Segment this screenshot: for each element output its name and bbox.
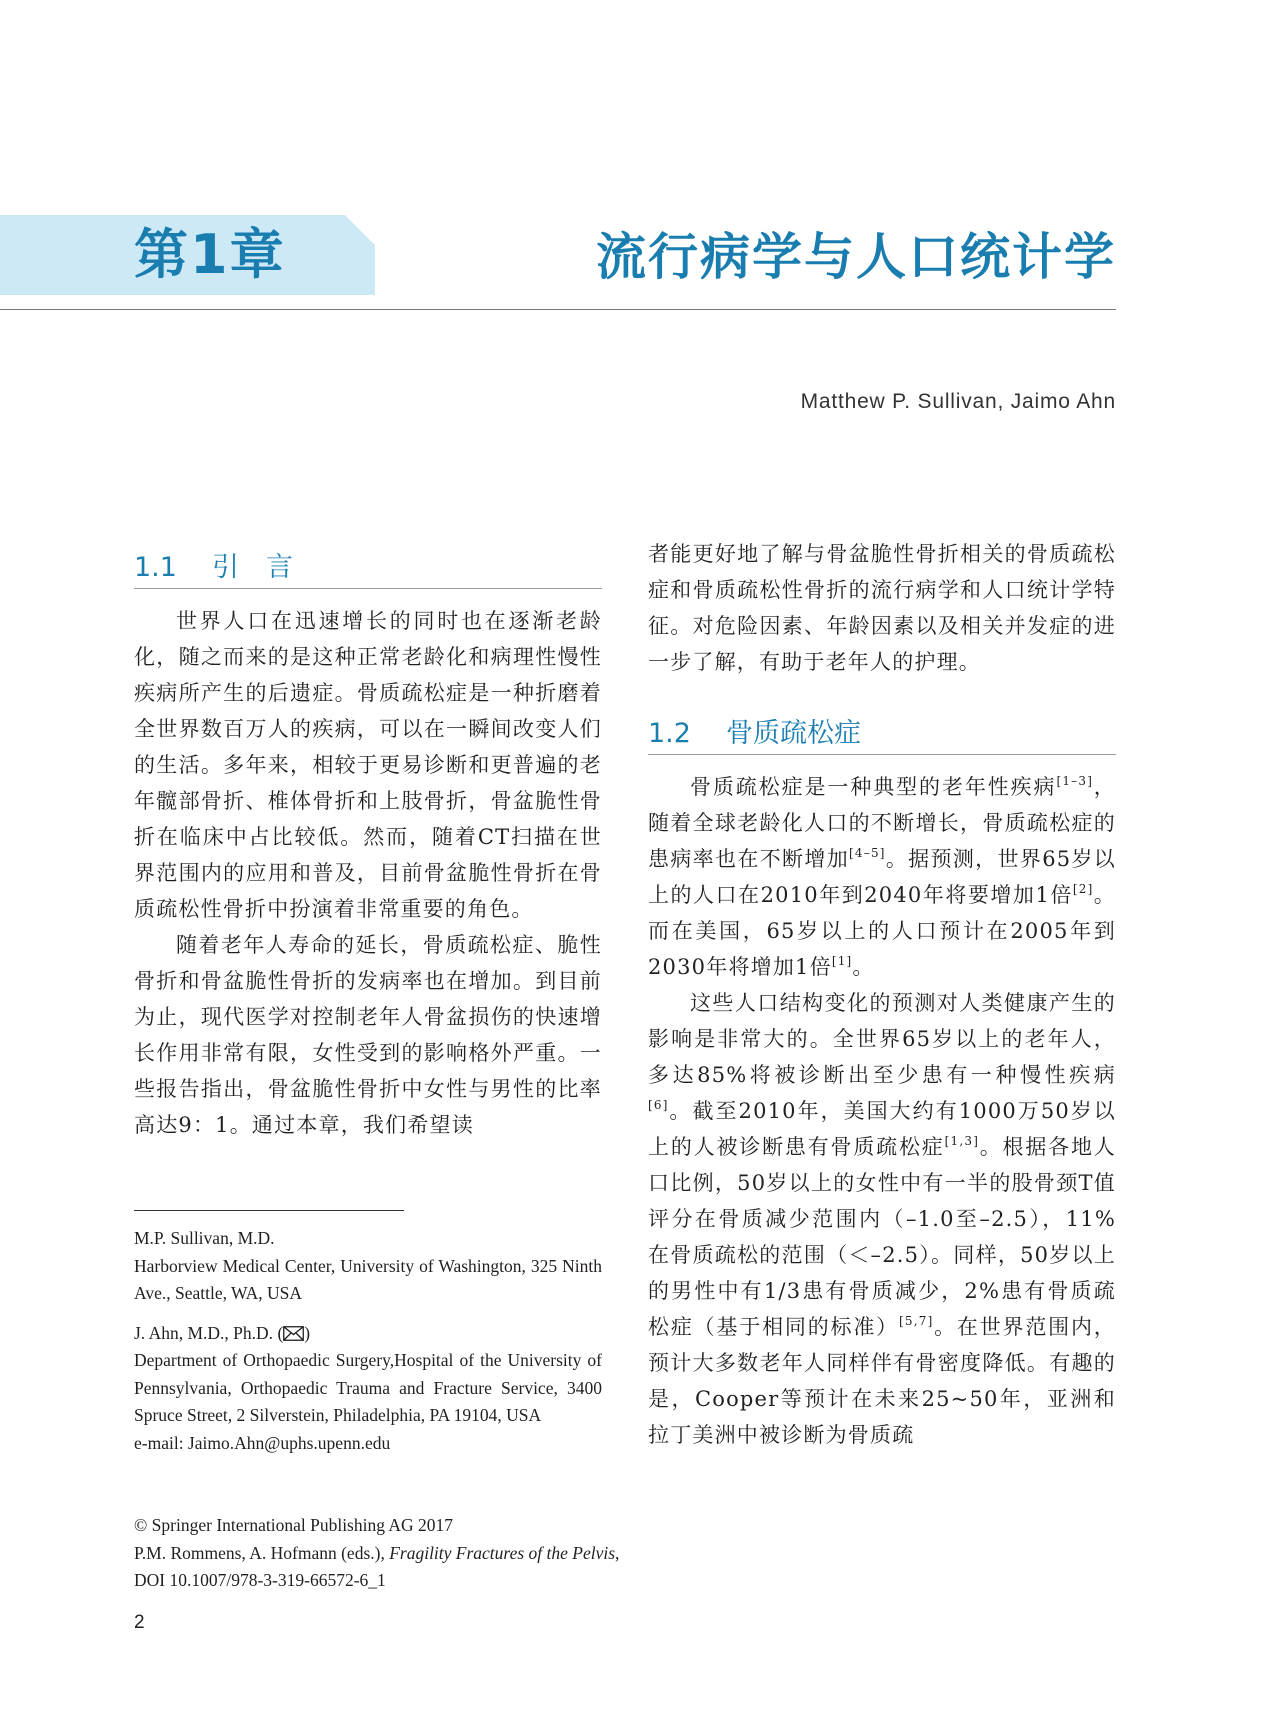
author2-name: J. Ahn, M.D., Ph.D. <box>134 1322 274 1343</box>
author1-name: M.P. Sullivan, M.D. <box>134 1228 275 1248</box>
citation: [1–3] <box>1056 774 1094 788</box>
section-title: 引 言 <box>212 552 293 583</box>
chapter-authors: Matthew P. Sullivan, Jaimo Ahn <box>800 390 1116 413</box>
paragraph: 随着老年人寿命的延长，骨质疏松症、脆性骨折和骨盆脆性骨折的发病率也在增加。到目前为止，现代医学对控制老年人骨盆损伤的快速增长作用非常有限，女性受到的影响格外严重。一些报告指出，骨盆脆性骨折中女性与男性的比率高达9：1。通过本章，我们希望读 <box>134 933 602 1137</box>
citation: [6] <box>648 1098 669 1112</box>
section-heading-1-1 <box>134 548 602 589</box>
paragraph: 世界人口在迅速增长的同时也在逐渐老龄化，随之而来的是这种正常老龄化和病理性慢性疾病所产生的后遗症。骨质疏松症是一种折磨着全世界数百万人的疾病，可以在一瞬间改变人们的生活。多年来，相较于更易诊断和更普遍的老年髋部骨折、椎体骨折和上肢骨折，骨盆脆性骨折在临床中占比较低。然而，随着CT扫描在世界范围内的应用和普及，目前骨盆脆性骨折在骨质疏松性骨折中扮演着非常重要的角色。 <box>134 609 602 921</box>
citation: [1,3] <box>944 1134 980 1148</box>
author2-institution: Department of Orthopaedic Surgery,Hospital of the University of Pennsylvania, Orthopaedic Trauma and Fracture Service, 3400 Spruce Street, 2 Silverstein, Philadelphia, PA 19104, USA <box>134 1350 602 1425</box>
chapter-number: 第1章 <box>134 223 286 286</box>
section-title: 骨质疏松症 <box>726 718 861 749</box>
author1-institution: Harborview Medical Center, University of Washington, 325 Ninth Ave., Seattle, WA, USA <box>134 1255 602 1303</box>
copyright-block <box>134 1512 619 1595</box>
copyright-line: © Springer International Publishing AG 2017 <box>134 1515 454 1535</box>
paragraph: 这些人口结构变化的预测对人类健康产生的影响是非常大的。全世界65岁以上的老年人，多达85%将被诊断出至少患有一种慢性疾病[6]。截至2010年，美国大约有1000万50岁以上的人被诊断患有骨质疏松症[1,3]。根据各地人口比例，50岁以上的女性中有一半的股骨颈T值评分在骨质减少范围内（–1.0至–2.5），11%在骨质疏松的范围（＜–2.5）。同样，50岁以上的男性中有1/3患有骨质减少，2%患有骨质疏松症（基于相同的标准）[5,7]。在世界范围内，预计大多数老年人同样伴有骨密度降低。有趣的是，Cooper等预计在未来25~50年，亚洲和拉丁美洲中被诊断为骨质疏 <box>648 991 1116 1447</box>
chapter-title: 流行病学与人口统计学 <box>596 228 1116 286</box>
page-number: 2 <box>134 1612 145 1633</box>
paragraph-continued: 者能更好地了解与骨盆脆性骨折相关的骨质疏松症和骨质疏松性骨折的流行病学和人口统计学特征。对危险因素、年龄因素以及相关并发症的进一步了解，有助于老年人的护理。 <box>648 542 1116 674</box>
author-email[interactable]: e-mail: Jaimo.Ahn@uphs.upenn.edu <box>134 1432 391 1453</box>
book-citation: P.M. Rommens, A. Hofmann (eds.), Fragility Fractures of the Pelvis, <box>134 1542 620 1563</box>
section-number: 1.2 <box>648 718 691 749</box>
citation: [4–5] <box>849 846 886 860</box>
doi: DOI 10.1007/978-3-319-66572-6_1 <box>134 1570 386 1590</box>
section-heading-1-2 <box>648 714 1116 755</box>
author-affiliations <box>134 1225 602 1457</box>
paragraph: 骨质疏松症是一种典型的老年性疾病[1–3]，随着全球老龄化人口的不断增长，骨质疏松症的患病率也在不断增加[4–5]。据预测，世界65岁以上的人口在2010年到2040年将要增加1倍[2]。而在美国，65岁以上的人口预计在2005年到2030年将增加1倍[1]。 <box>648 774 1116 979</box>
right-column <box>648 542 1116 1453</box>
citation: [5,7] <box>899 1314 934 1328</box>
citation: [2] <box>1072 882 1094 896</box>
section-number: 1.1 <box>134 552 177 583</box>
author2-name-line: J. Ahn, M.D., Ph.D. ( ) <box>134 1322 311 1343</box>
left-column <box>134 548 602 1143</box>
chapter-divider <box>0 309 1116 310</box>
envelope-icon <box>283 1326 304 1341</box>
citation: [1] <box>831 954 853 968</box>
book-title: Fragility Fractures of the Pelvis <box>389 1542 616 1563</box>
footnote-divider <box>134 1210 404 1211</box>
